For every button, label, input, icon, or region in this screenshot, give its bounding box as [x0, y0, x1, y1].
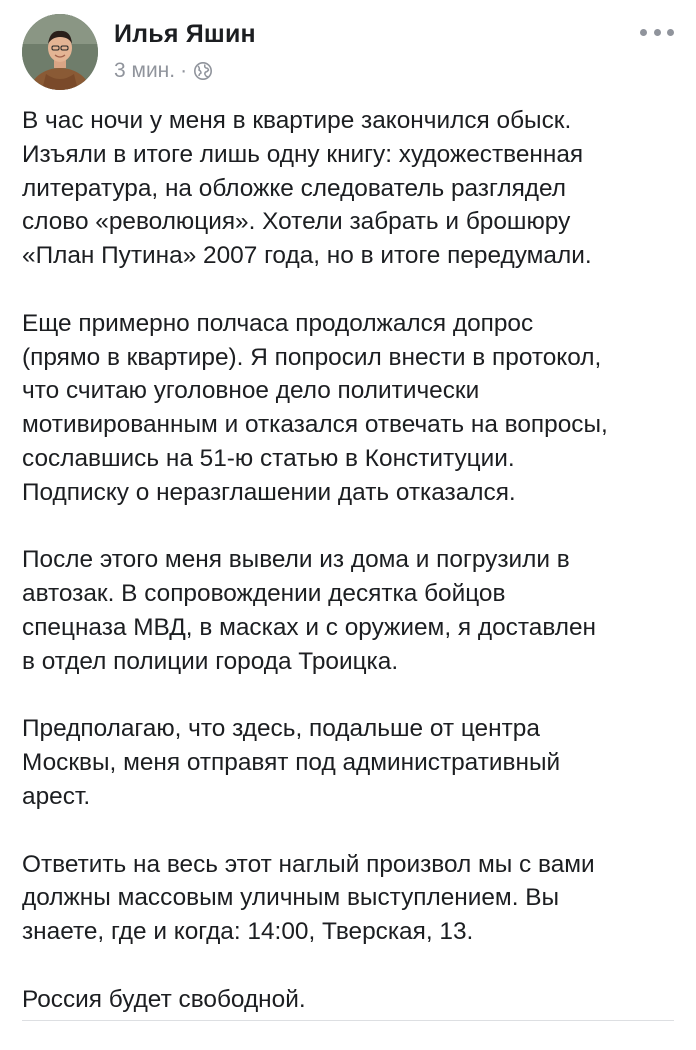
post-paragraph: Ответить на весь этот наглый произвол мы с вами должны массовым уличным выступлением. Вы знаете, где и когда: 14:00, Тверская, 13. [22, 850, 595, 946]
post-body [22, 104, 682, 1050]
post-timestamp[interactable]: 3 мин. [114, 59, 176, 82]
post-paragraph: Россия будет свободной. [22, 985, 306, 1013]
post-paragraph: После этого меня вывели из дома и погрузили в автозак. В сопровождении десятка бойцов спецназа МВД, в масках и с оружием, я доставлен в отдел полиции города Троицка. [22, 546, 596, 675]
more-dot [667, 29, 674, 36]
author-avatar[interactable] [22, 14, 98, 90]
meta-separator: · [180, 59, 188, 82]
post-divider [22, 1020, 674, 1021]
more-dot [640, 29, 647, 36]
author-name[interactable]: Илья Яшин [114, 20, 256, 48]
post-header [22, 14, 674, 94]
more-dot [654, 29, 661, 36]
avatar-photo [22, 14, 98, 90]
post-paragraph: Еще примерно полчаса продолжался допрос (прямо в квартире). Я попросил внести в протокол, что считаю уголовное дело политически мотивированным и отказался отвечать на вопросы, сославшись на 51-ю статью в Конституции. Подписку о неразглашении дать отказался. [22, 309, 608, 506]
post-paragraph: Предполагаю, что здесь, подальше от центра Москвы, меня отправят под административный арест. [22, 715, 561, 810]
globe-icon[interactable] [193, 61, 213, 81]
more-options-icon[interactable] [640, 24, 674, 40]
post-paragraph: В час ночи у меня в квартире закончился обыск. Изъяли в итоге лишь одну книгу: художественная литература, на обложке следователь разглядел слово «революция». Хотели забрать и брошюру «План Путина» 2007 года, но в итоге передумали. [22, 107, 592, 270]
post-meta [114, 59, 213, 83]
